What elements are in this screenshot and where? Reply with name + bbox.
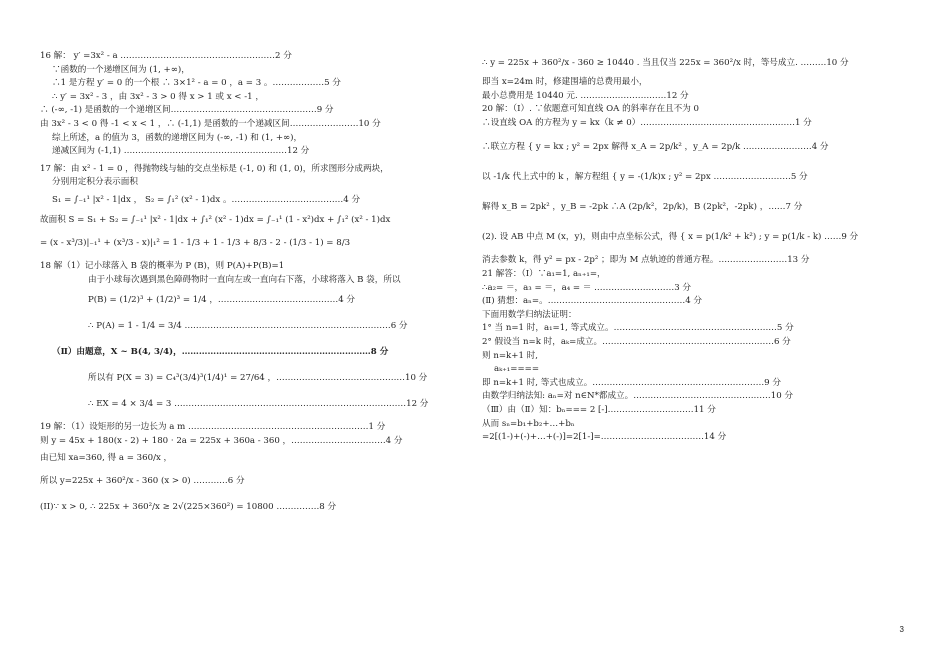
text-line: 则 n=k+1 时, xyxy=(482,350,538,361)
text-line: 21 解答：（Ⅰ）∵a₁=1, aₙ₊₁=， xyxy=(482,268,606,279)
text-line: ∴ (-∞, -1) 是函数的一个递增区间……………………………………………9 分 xyxy=(40,105,334,116)
text-line: 由 3x² - 3 < 0 得 -1 < x < 1 ，∴ (-1,1) 是函数的一个递减区间……………………10 分 xyxy=(40,118,381,129)
text-line: 综上所述，a 的值为 3，函数的递增区间为 (-∞, -1) 和 (1, +∞)， xyxy=(52,132,303,143)
text-line: 解得 x_B = 2pk² ，y_B = -2pk ∴A (2p/k²，2p/k)，B (2pk²，-2pk) ，……7 分 xyxy=(482,202,803,213)
text-line: 17 解：由 x² - 1 = 0 ，得抛物线与轴的交点坐标是 (-1, 0) 和 (1, 0)，所求图形分成两块， xyxy=(40,163,389,174)
text-line: 1° 当 n=1 时，a₁=1, 等式成立。…………………………………………………5 分 xyxy=(482,323,794,334)
text-line: 由于小球每次遇到黑色障碍物时一直向左或一直向右下落，小球将落入 B 袋，所以 xyxy=(88,274,401,285)
text-line: 由数学归纳法知: aₙ=对 n∈N*都成立。…………………………………………10 分 xyxy=(482,391,793,402)
text-line: 故面积 S = S₁ + S₂ = ∫₋₁¹ |x² - 1|dx + ∫₁² (x² - 1)dx = ∫₋₁¹ (1 - x²)dx + ∫₁² (x² - 1)dx xyxy=(40,214,391,225)
text-line: 2° 假设当 n=k 时，aₖ=成立。……………………………………………………6 分 xyxy=(482,336,791,347)
text-line: ∴ P(A) = 1 - 1/4 = 3/4 ………………………………………………………………6 分 xyxy=(88,321,408,332)
text-line: P(B) = (1/2)³ + (1/2)³ = 1/4 ，……………………………………4 分 xyxy=(88,295,356,306)
text-line: S₁ = ∫₋₁¹ |x² - 1|dx ， S₂ = ∫₁² (x² - 1)dx 。…………………………………4 分 xyxy=(52,194,361,205)
left-column xyxy=(40,50,440,520)
text-line: ∴ EX = 4 × 3/4 = 3 ………………………………………………………………………12 分 xyxy=(88,399,429,410)
text-line: 所以有 P(X = 3) = C₄³(3/4)³(1/4)¹ = 27/64 ，………………………………………10 分 xyxy=(88,373,428,384)
text-line: 20 解：（I）. ∵依题意可知直线 OA 的斜率存在且不为 0 xyxy=(482,104,700,115)
text-line: （Ⅲ）由（Ⅱ）知：bₙ=== 2 [-]…………………………11 分 xyxy=(482,404,716,415)
text-line: 即 n=k+1 时, 等式也成立。……………………………………………………9 分 xyxy=(482,377,781,388)
page-number: 3 xyxy=(899,625,904,634)
text-line: ∴联立方程 { y = kx ; y² = 2px 解得 x_A = 2p/k² ，y_A = 2p/k ……………………4 分 xyxy=(482,142,829,153)
text-line: 从而 sₙ=b₁+b₂+…+bₙ xyxy=(482,418,575,429)
text-line: 最小总费用是 10440 元. …………………………12 分 xyxy=(482,90,689,101)
text-line: (II)∵ x > 0, ∴ 225x + 360²/x ≥ 2√(225×360²) = 10800 ……………8 分 xyxy=(40,502,337,513)
text-line: 则 y = 45x + 180(x - 2) + 180 · 2a = 225x + 360a - 360 ，……………………………4 分 xyxy=(40,435,403,446)
text-line: 由已知 xa=360, 得 a = 360/x ， xyxy=(40,453,173,464)
text-line: 递减区间为 (-1,1) …………………………………………………12 分 xyxy=(52,146,310,157)
text-line: 以 -1/k 代上式中的 k ，解方程组 { y = -(1/k)x ; y² = 2px ………………………5 分 xyxy=(482,172,808,183)
text-line: 19 解：（1）设矩形的另一边长为 a m ………………………………………………………1 分 xyxy=(40,422,386,433)
text-line: ∴1 是方程 y′ = 0 的一个根 ∴ 3×1² - a = 0 ，a = 3 。………………5 分 xyxy=(52,78,341,89)
text-line: =2[(1-)+(-)+…+(-)]=2[1-]=………………………………14 分 xyxy=(482,432,727,443)
right-column xyxy=(482,50,922,445)
text-line: （Ⅱ）由题意，X ~ B(4, 3/4)，…………………………………………………………8 分 xyxy=(52,347,389,358)
text-line: 18 解（1）记小球落入 B 袋的概率为 P (B)，则 P(A)+P(B)=1 xyxy=(40,260,285,271)
text-line: 分别用定积分表示面积 xyxy=(52,177,138,188)
text-line: ∴设直线 OA 的方程为 y = kx（k ≠ 0）………………………………………………1 分 xyxy=(482,117,812,128)
text-line: ∵函数的一个递增区间为 (1, +∞)， xyxy=(52,64,190,75)
text-line: 下面用数学归纳法证明： xyxy=(482,309,577,320)
text-line: 即当 x=24m 时，修建围墙的总费用最小， xyxy=(482,77,648,87)
text-line: aₖ₊₁==== xyxy=(494,364,540,375)
text-line: = (x - x³/3)|₋₁¹ + (x³/3 - x)|₁² = 1 - 1/3 + 1 - 1/3 + 8/3 - 2 - (1/3 - 1) = 8/3 xyxy=(40,237,351,248)
text-line: 16 解： y′ =3x² - a ………………………………………………2 分 xyxy=(40,51,292,61)
text-line: 所以 y=225x + 360²/x - 360 (x > 0) …………6 分 xyxy=(40,476,245,487)
text-line: 消去参数 k，得 y² = px - 2p² ；即为 M 点轨迹的普通方程。……………………13 分 xyxy=(482,255,810,266)
text-line: (2). 设 AB 中点 M (x，y)，则由中点坐标公式，得 { x = p(1/k² + k²) ; y = p(1/k - k) ……9 分 xyxy=(482,232,859,243)
text-line: ∴ y = 225x + 360²/x - 360 ≥ 10440 . 当且仅当 225x = 360²/x 时，等号成立. ………10 分 xyxy=(482,58,849,68)
text-line: (Ⅱ) 猜想：aₙ=。…………………………………………4 分 xyxy=(482,296,702,307)
text-line: ∴ y′ = 3x² - 3 ，由 3x² - 3 > 0 得 x > 1 或 x < -1 ， xyxy=(52,91,264,102)
text-line: ∴a₂= ＝，a₃ = ＝，a₄ = ＝ .………………………3 分 xyxy=(482,282,692,293)
